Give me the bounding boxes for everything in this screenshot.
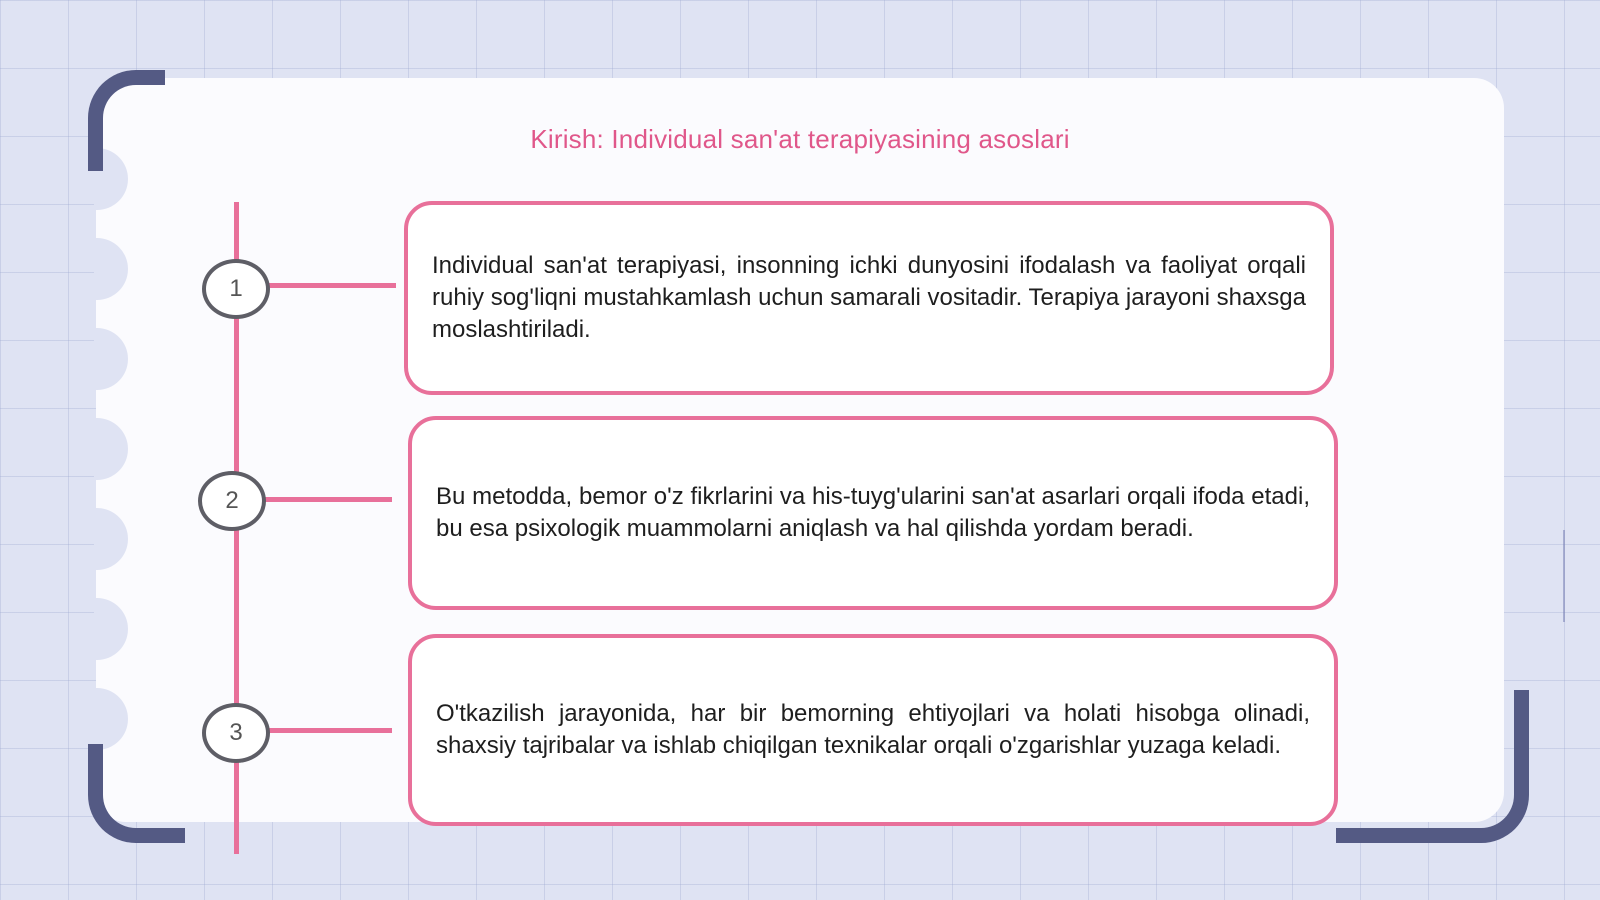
corner-bracket-top-left — [88, 70, 165, 171]
timeline-connector — [268, 283, 396, 288]
corner-bracket-bottom-right — [1336, 690, 1529, 843]
step-number-circle: 1 — [202, 259, 270, 319]
step-number-circle: 2 — [198, 471, 266, 531]
timeline-connector — [264, 497, 392, 502]
corner-bracket-bottom-left — [88, 744, 185, 843]
timeline-item-text: Bu metodda, bemor o'z fikrlarini va his-tuyg'ularini san'at asarlari orqali ifoda etadi, bu esa psixologik muammolarni aniqlash va hal qilishda yordam beradi. — [436, 483, 1310, 542]
grid-accent-line — [1563, 530, 1565, 622]
step-number-circle: 3 — [202, 703, 270, 763]
timeline-item — [404, 201, 1334, 395]
slide-title: Kirish: Individual san'at terapiyasining asoslari — [530, 124, 1070, 154]
timeline-connector — [268, 728, 392, 733]
timeline-item-text: Individual san'at terapiyasi, insonning ichki dunyosini ifodalash va faoliyat orqali ruhiy sog'liqni mustahkamlash uchun samarali vositadir. Terapiya jarayoni shaxsga moslashtiriladi. — [432, 252, 1306, 343]
timeline-item-text: O'tkazilish jarayonida, har bir bemorning ehtiyojlari va holati hisobga olinadi, shaxsiy tajribalar va ishlab chiqilgan texnikalar orqali o'zgarishlar yuzaga keladi. — [436, 700, 1310, 759]
timeline-item — [408, 634, 1338, 826]
timeline-item — [408, 416, 1338, 610]
